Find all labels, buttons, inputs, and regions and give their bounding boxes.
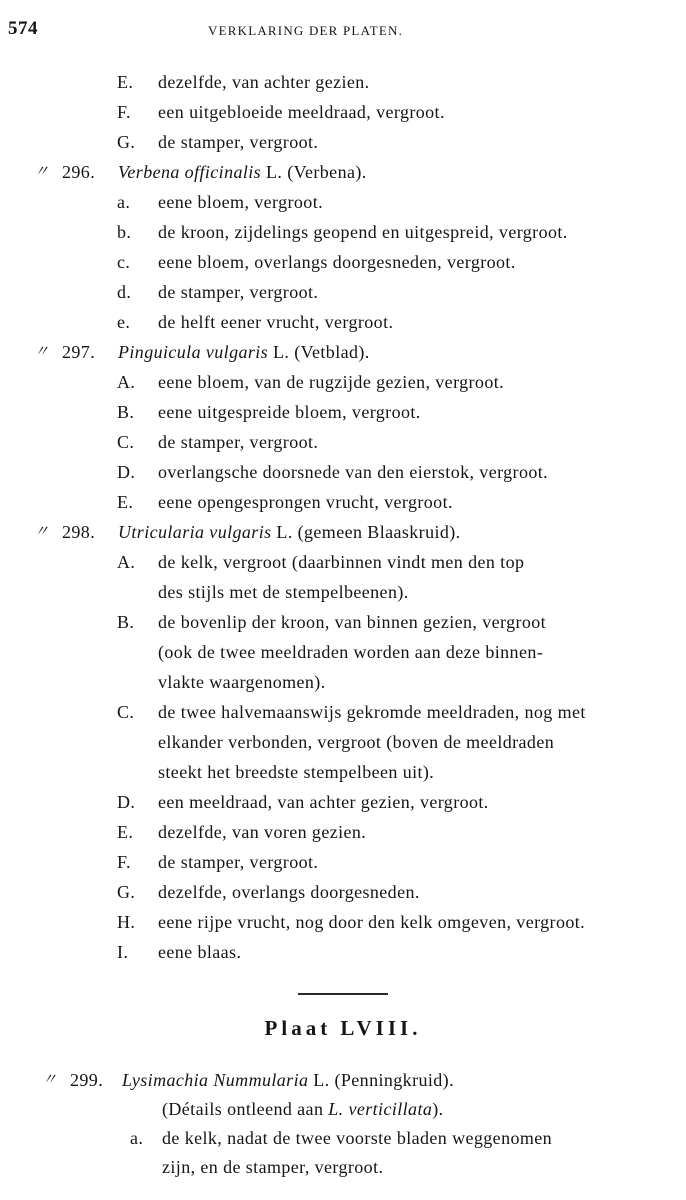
- species-author: L.: [273, 342, 290, 362]
- species-author: L.: [276, 522, 293, 542]
- item-label: B.: [117, 402, 135, 422]
- figure-item-continuation: [0, 577, 686, 607]
- item-label: a.: [117, 192, 131, 212]
- species-name: Verbena officinalis: [118, 162, 262, 182]
- item-label: F.: [117, 852, 131, 872]
- figure-item-continuation: [0, 637, 686, 667]
- running-head: VERKLARING DER PLATEN.: [208, 23, 404, 38]
- species-number: 298.: [62, 522, 96, 542]
- item-label: G.: [117, 882, 136, 902]
- item-text: dezelfde, overlangs doorgesneden.: [158, 882, 420, 902]
- figure-item: [0, 277, 686, 307]
- item-text: zijn, en de stamper, vergroot.: [162, 1157, 384, 1177]
- item-text: eene uitgespreide bloem, vergroot.: [158, 402, 421, 422]
- item-text: de bovenlip der kroon, van binnen gezien, vergroot: [158, 612, 547, 632]
- item-label: B.: [117, 612, 135, 632]
- item-text: de kelk, nadat de twee voorste bladen weggenomen: [162, 1128, 553, 1148]
- item-label: E.: [117, 822, 134, 842]
- item-text: de stamper, vergroot.: [158, 282, 319, 302]
- species-common-name: (Penningkruid).: [334, 1070, 454, 1090]
- item-label: I.: [117, 942, 129, 962]
- item-text: (ook de twee meeldraden worden aan deze binnen-: [158, 642, 544, 662]
- species-note-text: [162, 1095, 444, 1124]
- section-divider: [298, 993, 388, 995]
- plate-title: Plaat LVIII.: [264, 1016, 422, 1040]
- item-label: a.: [130, 1128, 144, 1148]
- species-common-name: (gemeen Blaaskruid).: [297, 522, 461, 542]
- item-text: eene bloem, van de rugzijde gezien, vergroot.: [158, 372, 505, 392]
- item-text: de kroon, zijdelings geopend en uitgespreid, vergroot.: [158, 222, 568, 242]
- figure-item: [0, 397, 686, 427]
- species-number: 299.: [70, 1070, 104, 1090]
- item-label: G.: [117, 132, 136, 152]
- figure-item: [0, 97, 686, 127]
- figure-item: [0, 127, 686, 157]
- figure-item: [0, 877, 686, 907]
- figure-item: [0, 367, 686, 397]
- item-label: F.: [117, 102, 131, 122]
- item-text: vlakte waargenomen).: [158, 672, 326, 692]
- species-common-name: (Verbena).: [287, 162, 367, 182]
- species-name: Pinguicula vulgaris: [118, 342, 269, 362]
- species-heading: [0, 1066, 686, 1095]
- figure-item: [0, 487, 686, 517]
- item-text: overlangsche doorsnede van den eierstok, vergroot.: [158, 462, 549, 482]
- figure-item: [0, 67, 686, 97]
- item-label: H.: [117, 912, 136, 932]
- figure-item: [0, 187, 686, 217]
- figure-item: [0, 247, 686, 277]
- species-author: L.: [313, 1070, 330, 1090]
- item-label: A.: [117, 372, 136, 392]
- item-text: eene rijpe vrucht, nog door den kelk omgeven, vergroot.: [158, 912, 586, 932]
- item-label: b.: [117, 222, 132, 242]
- figure-item: [0, 607, 686, 637]
- item-text: de stamper, vergroot.: [158, 432, 319, 452]
- figure-item: [0, 307, 686, 337]
- item-label: e.: [117, 312, 131, 332]
- note-suffix: ).: [432, 1099, 444, 1119]
- page-header: [8, 18, 678, 44]
- ditto-mark: 〃: [34, 524, 50, 540]
- item-label: C.: [117, 432, 135, 452]
- species-name: Lysimachia Nummularia: [122, 1070, 309, 1090]
- item-text: de stamper, vergroot.: [158, 132, 319, 152]
- figure-item-continuation: [0, 667, 686, 697]
- item-text: dezelfde, van achter gezien.: [158, 72, 370, 92]
- figure-item: [0, 937, 686, 967]
- item-text: eene blaas.: [158, 942, 242, 962]
- item-label: c.: [117, 252, 131, 272]
- item-text: eene opengesprongen vrucht, vergroot.: [158, 492, 453, 512]
- note-species-name: L. verticillata: [328, 1099, 433, 1119]
- species-name: Utricularia vulgaris: [118, 522, 272, 542]
- species-number: 296.: [62, 162, 96, 182]
- species-number: 297.: [62, 342, 96, 362]
- figure-item-continuation: [0, 757, 686, 787]
- item-text: elkander verbonden, vergroot (boven de meeldraden: [158, 732, 555, 752]
- species-title: [122, 1066, 454, 1095]
- item-text: de helft eener vrucht, vergroot.: [158, 312, 394, 332]
- figure-item: [0, 697, 686, 727]
- figure-item: [0, 547, 686, 577]
- item-label: D.: [117, 792, 136, 812]
- species-title: [118, 517, 461, 547]
- note-prefix: (Détails ontleend aan: [162, 1099, 324, 1119]
- item-label: E.: [117, 492, 134, 512]
- species-title: [118, 337, 370, 367]
- item-text: de stamper, vergroot.: [158, 852, 319, 872]
- item-text: de kelk, vergroot (daarbinnen vindt men den top: [158, 552, 525, 572]
- figure-item: [0, 787, 686, 817]
- plate-explanation-list: [0, 67, 686, 967]
- species-title: [118, 157, 367, 187]
- figure-item: [0, 817, 686, 847]
- ditto-mark: 〃: [34, 164, 50, 180]
- species-heading: [0, 337, 686, 367]
- item-text: eene bloem, overlangs doorgesneden, vergroot.: [158, 252, 516, 272]
- figure-item: [0, 907, 686, 937]
- item-text: eene bloem, vergroot.: [158, 192, 324, 212]
- item-label: E.: [117, 72, 134, 92]
- figure-item: [0, 847, 686, 877]
- item-label: d.: [117, 282, 132, 302]
- species-author: L.: [266, 162, 283, 182]
- figure-item-continuation: [0, 1153, 686, 1182]
- item-label: A.: [117, 552, 136, 572]
- species-heading: [0, 157, 686, 187]
- figure-item-continuation: [0, 727, 686, 757]
- item-label: D.: [117, 462, 136, 482]
- item-label: C.: [117, 702, 135, 722]
- figure-item: [0, 217, 686, 247]
- item-text: des stijls met de stempelbeenen).: [158, 582, 409, 602]
- plate-lviii-list: [0, 1066, 686, 1182]
- ditto-mark: 〃: [42, 1072, 58, 1088]
- species-note: [0, 1095, 686, 1124]
- species-common-name: (Vetblad).: [294, 342, 370, 362]
- page-number: 574: [8, 18, 38, 39]
- ditto-mark: 〃: [34, 344, 50, 360]
- item-text: steekt het breedste stempelbeen uit).: [158, 762, 435, 782]
- item-text: de twee halvemaanswijs gekromde meeldraden, nog met: [158, 702, 586, 722]
- species-heading: [0, 517, 686, 547]
- figure-item: [0, 1124, 686, 1153]
- figure-item: [0, 427, 686, 457]
- figure-item: [0, 457, 686, 487]
- item-text: een meeldraad, van achter gezien, vergroot.: [158, 792, 489, 812]
- item-text: een uitgebloeide meeldraad, vergroot.: [158, 102, 445, 122]
- item-text: dezelfde, van voren gezien.: [158, 822, 367, 842]
